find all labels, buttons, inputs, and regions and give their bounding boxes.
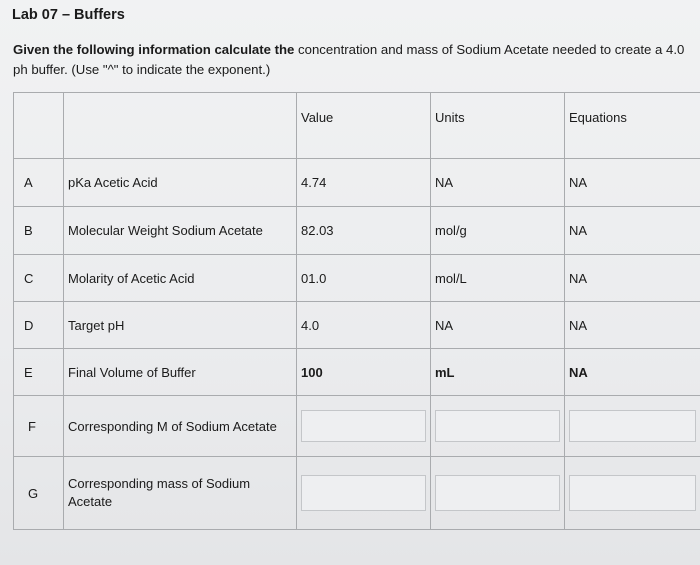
equation-input[interactable] — [569, 410, 696, 442]
row-label: pKa Acetic Acid — [64, 159, 297, 207]
units-cell: mL — [431, 349, 565, 396]
units-cell — [431, 457, 565, 530]
header-letter — [14, 93, 64, 159]
value-cell: 01.0 — [297, 255, 431, 302]
value-input[interactable] — [301, 475, 426, 511]
row-label: Molecular Weight Sodium Acetate — [64, 207, 297, 255]
table-row — [14, 349, 700, 396]
table-header-row — [14, 93, 700, 159]
header-equations: Equations — [565, 93, 700, 159]
row-label: Final Volume of Buffer — [64, 349, 297, 396]
equation-cell: NA — [565, 159, 700, 207]
units-cell: mol/L — [431, 255, 565, 302]
units-cell: NA — [431, 302, 565, 349]
table-row — [14, 255, 700, 302]
page-title: Lab 07 – Buffers — [12, 7, 125, 23]
instructions — [13, 40, 693, 80]
instructions-bold: Given the following information calculate the — [13, 42, 295, 57]
value-cell: 100 — [297, 349, 431, 396]
table-row — [14, 302, 700, 349]
buffer-table-wrap — [13, 92, 700, 553]
header-value: Value — [297, 93, 431, 159]
row-label: Molarity of Acetic Acid — [64, 255, 297, 302]
value-cell: 4.0 — [297, 302, 431, 349]
instructions-text: concentration and mass of Sodium Acetate needed to create a 4.0 ph buffer. (Use "^" to indicate the exponent.) — [13, 42, 685, 77]
equation-cell — [565, 457, 700, 530]
row-letter: A — [14, 159, 64, 207]
value-cell — [297, 457, 431, 530]
equation-cell: NA — [565, 207, 700, 255]
value-cell: 82.03 — [297, 207, 431, 255]
row-label: Target pH — [64, 302, 297, 349]
table-row — [14, 207, 700, 255]
row-letter: D — [14, 302, 64, 349]
row-letter: F — [14, 396, 64, 457]
equation-input[interactable] — [569, 475, 696, 511]
value-cell: 4.74 — [297, 159, 431, 207]
table-row — [14, 396, 700, 457]
equation-cell — [565, 396, 700, 457]
row-label: Corresponding M of Sodium Acetate — [64, 396, 297, 457]
table-row — [14, 457, 700, 530]
equation-cell: NA — [565, 255, 700, 302]
units-input[interactable] — [435, 475, 560, 511]
row-label: Corresponding mass of Sodium Acetate — [64, 457, 297, 530]
buffer-table — [13, 92, 700, 530]
equation-cell: NA — [565, 349, 700, 396]
header-label — [64, 93, 297, 159]
row-letter: C — [14, 255, 64, 302]
row-letter: E — [14, 349, 64, 396]
table-row — [14, 159, 700, 207]
equation-cell: NA — [565, 302, 700, 349]
header-units: Units — [431, 93, 565, 159]
row-letter: B — [14, 207, 64, 255]
units-input[interactable] — [435, 410, 560, 442]
units-cell — [431, 396, 565, 457]
units-cell: mol/g — [431, 207, 565, 255]
row-letter: G — [14, 457, 64, 530]
value-input[interactable] — [301, 410, 426, 442]
units-cell: NA — [431, 159, 565, 207]
value-cell — [297, 396, 431, 457]
